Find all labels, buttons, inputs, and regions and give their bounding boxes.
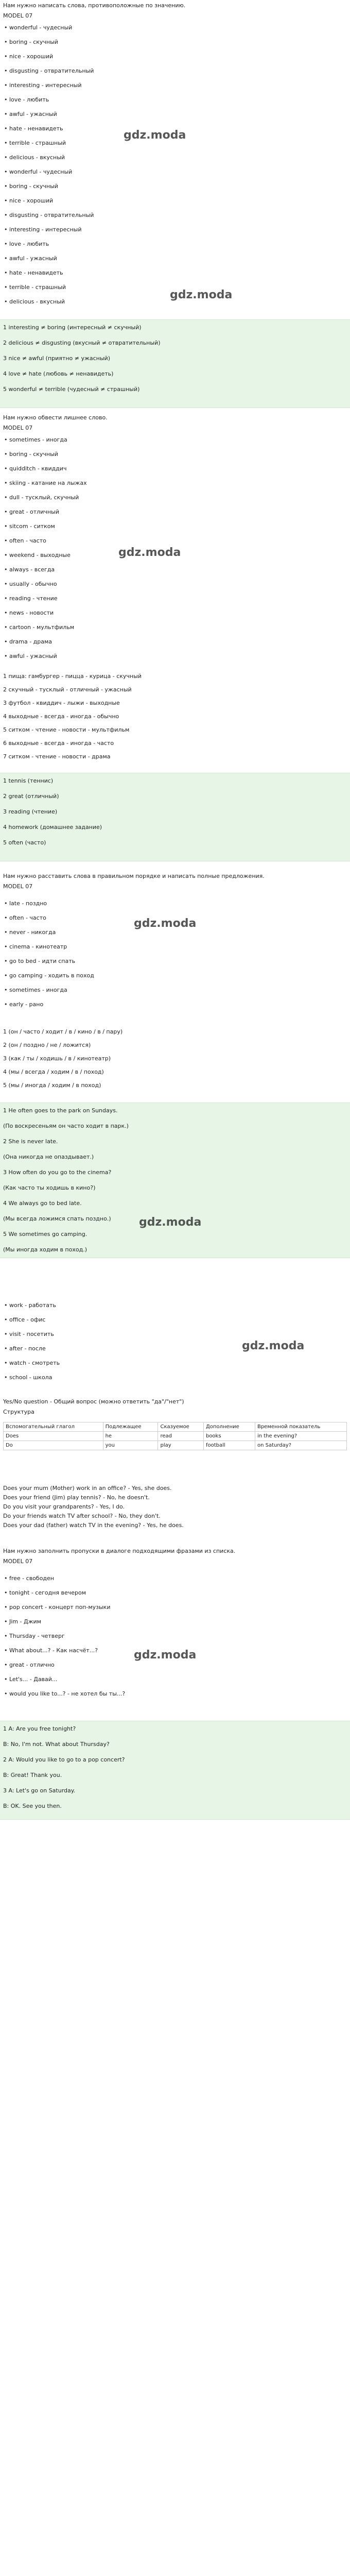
list-item: • great - отличный — [9, 505, 350, 519]
list-item: • always - всегда — [9, 563, 350, 577]
answer-line: 1 пища: гамбургер - пицца - курица - скучный — [3, 673, 142, 680]
list-item: • after - после — [9, 1342, 350, 1356]
list-item: • terrible - страшный — [9, 280, 350, 295]
section-1-label: MODEL 07 — [3, 12, 33, 19]
list-item: • wonderful - чудесный — [9, 21, 350, 35]
section-3 — [0, 871, 350, 895]
translation-line: (По воскресеньям он часто ходит в парк.) — [3, 1123, 129, 1129]
note-line: 4 (мы / всегда / ходим / в / поход) — [3, 1069, 104, 1075]
table-header-cell: Сказуемое — [158, 1422, 203, 1432]
list-item: • would you like to...? - не хотел бы ты...? — [9, 1687, 350, 1701]
answer-line: 1 interesting ≠ boring (интересный ≠ скучный) — [3, 324, 142, 331]
list-item: • delicious - вкусный — [9, 150, 350, 165]
watermark: gdz.moda — [139, 1216, 202, 1229]
answer-line: 5 ситком - чтение - новости - мультфильм — [3, 726, 130, 733]
grammar-table — [3, 1422, 347, 1450]
section-3-vocab-list — [0, 896, 350, 1012]
answer-line: 3 A: Let's go on Saturday. — [3, 1787, 76, 1794]
list-item: • free - свободен — [9, 1571, 350, 1586]
grammar-table-wrap — [0, 1422, 350, 1450]
answer-line: 3 футбол - квиддич - лыжи - выходные — [3, 700, 120, 706]
list-item: • boring - скучный — [9, 35, 350, 49]
table-cell: play — [158, 1441, 203, 1450]
list-item: • office - офис — [9, 1313, 350, 1327]
translation-line: (Мы иногда ходим в поход.) — [3, 1246, 87, 1253]
table-header-cell: Дополнение — [203, 1422, 255, 1432]
watermark: gdz.moda — [134, 917, 197, 930]
list-item: • awful - ужасный — [9, 649, 350, 664]
list-item: • go camping - ходить в поход — [9, 969, 350, 983]
answer-line: 2 скучный - тусклый - отличный - ужасный — [3, 686, 132, 693]
translation-line: (Она никогда не опаздывает.) — [3, 1154, 94, 1160]
table-cell: Do — [4, 1441, 103, 1450]
table-row — [4, 1441, 347, 1450]
table-cell: in the evening? — [255, 1432, 346, 1441]
table-header-cell: Вспомогательный глагол — [4, 1422, 103, 1432]
section-3-notes — [0, 1025, 350, 1092]
section-1-vocab-list — [0, 21, 350, 309]
list-item: • dull - тусклый, скучный — [9, 490, 350, 505]
answer-line: Do your friends watch TV after school? - No, they don't. — [3, 1513, 161, 1519]
answer-line: 4 love ≠ hate (любовь ≠ ненавидеть) — [3, 370, 114, 377]
list-item: • awful - ужасный — [9, 251, 350, 266]
answer-line: 2 great (отличный) — [3, 793, 59, 800]
section-2-answers — [0, 670, 350, 764]
list-item: • sometimes - иногда — [9, 433, 350, 447]
answer-line: 4 We always go to bed late. — [3, 1200, 82, 1207]
list-item: • Jim - Джим — [9, 1615, 350, 1629]
watermark: gdz.moda — [124, 129, 186, 142]
list-item: • Thursday - четверг — [9, 1629, 350, 1643]
list-item: • What about...? - Как насчёт...? — [9, 1643, 350, 1658]
list-item: • usually - обычно — [9, 577, 350, 591]
list-item: • tonight - сегодня вечером — [9, 1586, 350, 1600]
section-5-title: Нам нужно заполнить пропуски в диалоге подходящими фразами из списка. — [3, 1548, 236, 1554]
list-item: • never - никогда — [9, 925, 350, 940]
list-item: • disgusting - отвратительный — [9, 208, 350, 223]
list-item: • sitcom - ситком — [9, 519, 350, 534]
note-line: 5 (мы / иногда / ходим / в поход) — [3, 1082, 101, 1089]
list-item: • hate - ненавидеть — [9, 266, 350, 280]
list-item: • interesting - интересный — [9, 78, 350, 93]
section-5-vocab-list — [0, 1571, 350, 1701]
section-4-title: Yes/No question - Общий вопрос (можно ответить "да"/"нет") — [3, 1398, 184, 1405]
table-cell: Does — [4, 1432, 103, 1441]
table-cell: football — [203, 1441, 255, 1450]
table-header-cell: Подлежащее — [103, 1422, 158, 1432]
answer-line: 5 often (часто) — [3, 839, 46, 846]
section-3-label: MODEL 07 — [3, 883, 33, 890]
table-row — [4, 1432, 347, 1441]
list-item: • reading - чтение — [9, 591, 350, 606]
list-item: • news - новости — [9, 606, 350, 620]
structure-label: Структура — [3, 1409, 34, 1415]
list-item: • disgusting - отвратительный — [9, 64, 350, 78]
list-item: • skiing - катание на лыжах — [9, 476, 350, 490]
answer-line: 5 We sometimes go camping. — [3, 1231, 87, 1238]
list-item: • often - часто — [9, 534, 350, 548]
table-header-cell: Временной показатель — [255, 1422, 346, 1432]
translation-line: (Мы всегда ложимся спать поздно.) — [3, 1215, 111, 1222]
note-line: 2 (он / поздно / не / ложится) — [3, 1042, 91, 1048]
list-item: • cinema - кинотеатр — [9, 940, 350, 954]
answer-line: Does your mum (Mother) work in an office? - Yes, she does. — [3, 1485, 172, 1492]
answer-line: 4 homework (домашнее задание) — [3, 824, 102, 831]
watermark: gdz.moda — [118, 546, 181, 559]
list-item: • work - работать — [9, 1298, 350, 1313]
answer-line: 1 He often goes to the park on Sundays. — [3, 1107, 118, 1114]
table-header-row — [4, 1422, 347, 1432]
table-cell: books — [203, 1432, 255, 1441]
list-item: • go to bed - идти спать — [9, 954, 350, 969]
answer-line: 1 tennis (теннис) — [3, 777, 54, 784]
answer-line: Do you visit your grandparents? - Yes, I do. — [3, 1503, 125, 1510]
list-item: • delicious - вкусный — [9, 295, 350, 309]
list-item: • love - любить — [9, 237, 350, 251]
list-item: • watch - смотреть — [9, 1356, 350, 1370]
section-2-label: MODEL 07 — [3, 425, 33, 431]
table-cell: you — [103, 1441, 158, 1450]
list-item: • cartoon - мультфильм — [9, 620, 350, 635]
answer-line: 4 выходные - всегда - иногда - обычно — [3, 713, 119, 720]
section-3-answers — [0, 1103, 350, 1258]
watermark: gdz.moda — [242, 1340, 305, 1352]
answer-line: 1 A: Are you free tonight? — [3, 1725, 76, 1732]
list-item: • Let's... - Давай... — [9, 1672, 350, 1687]
list-item: • weekend - выходные — [9, 548, 350, 563]
section-1-answers — [0, 319, 350, 408]
list-item: • visit - посетить — [9, 1327, 350, 1342]
list-item: • drama - драма — [9, 635, 350, 649]
list-item: • quidditch - квиддич — [9, 462, 350, 476]
table-cell: he — [103, 1432, 158, 1441]
answer-line: 3 reading (чтение) — [3, 808, 58, 815]
list-item: • hate - ненавидеть — [9, 122, 350, 136]
translation-line: (Как часто ты ходишь в кино?) — [3, 1184, 96, 1191]
answer-line: B: No, I'm not. What about Thursday? — [3, 1741, 110, 1748]
answer-line: 7 ситком - чтение - новости - драма — [3, 753, 111, 760]
list-item: • wonderful - чудесный — [9, 165, 350, 179]
note-line: 1 (он / часто / ходит / в / кино / в / пару) — [3, 1028, 123, 1035]
note-line: 3 (как / ты / ходишь / в / кинотеатр) — [3, 1055, 111, 1062]
list-item: • often - часто — [9, 911, 350, 925]
list-item: • pop concert - концерт поп-музыки — [9, 1600, 350, 1615]
answer-line: 6 выходные - всегда - иногда - часто — [3, 740, 114, 747]
section-1-title: Нам нужно написать слова, противоположные по значению. — [3, 2, 186, 9]
list-item: • love - любить — [9, 93, 350, 107]
answer-line: 2 delicious ≠ disgusting (вкусный ≠ отвратительный) — [3, 340, 161, 346]
table-cell: on Saturday? — [255, 1441, 346, 1450]
answer-line: 2 She is never late. — [3, 1138, 58, 1145]
section-5-label: MODEL 07 — [3, 1558, 33, 1565]
list-item: • late - поздно — [9, 896, 350, 911]
list-item: • school - школа — [9, 1370, 350, 1385]
watermark: gdz.moda — [170, 289, 233, 301]
list-item: • boring - скучный — [9, 447, 350, 462]
answer-line: 2 A: Would you like to go to a pop concert? — [3, 1756, 125, 1763]
section-4-answers — [0, 1484, 350, 1530]
watermark: gdz.moda — [134, 1649, 197, 1662]
list-item: • sometimes - иногда — [9, 983, 350, 997]
answer-line: Does your friend (Jim) play tennis? - No, he doesn't. — [3, 1494, 150, 1501]
section-5 — [0, 1546, 350, 1570]
section-3-title: Нам нужно расставить слова в правильном порядке и написать полные предложения. — [3, 873, 265, 879]
list-item: • awful - ужасный — [9, 107, 350, 122]
section-2-title: Нам нужно обвести лишнее слово. — [3, 414, 108, 421]
list-item: • interesting - интересный — [9, 223, 350, 237]
table-cell: read — [158, 1432, 203, 1441]
list-item: • early - рано — [9, 997, 350, 1012]
answer-line: 5 wonderful ≠ terrible (чудесный ≠ страшный) — [3, 386, 140, 393]
list-item: • boring - скучный — [9, 179, 350, 194]
list-item: • nice - хороший — [9, 194, 350, 208]
list-item: • great - отлично — [9, 1658, 350, 1672]
answer-line: 3 nice ≠ awful (приятно ≠ ужасный) — [3, 355, 110, 362]
answer-line: B: Great! Thank you. — [3, 1772, 62, 1778]
section-2b-answers — [0, 773, 350, 861]
list-item: • nice - хороший — [9, 49, 350, 64]
section-5-answers — [0, 1721, 350, 1820]
list-item: • terrible - страшный — [9, 136, 350, 150]
section-4-title-block — [0, 1396, 350, 1421]
answer-line: Does your dad (father) watch TV in the evening? - Yes, he does. — [3, 1522, 184, 1529]
answer-line: B: OK. See you then. — [3, 1803, 62, 1809]
answer-line: 3 How often do you go to the cinema? — [3, 1169, 112, 1176]
